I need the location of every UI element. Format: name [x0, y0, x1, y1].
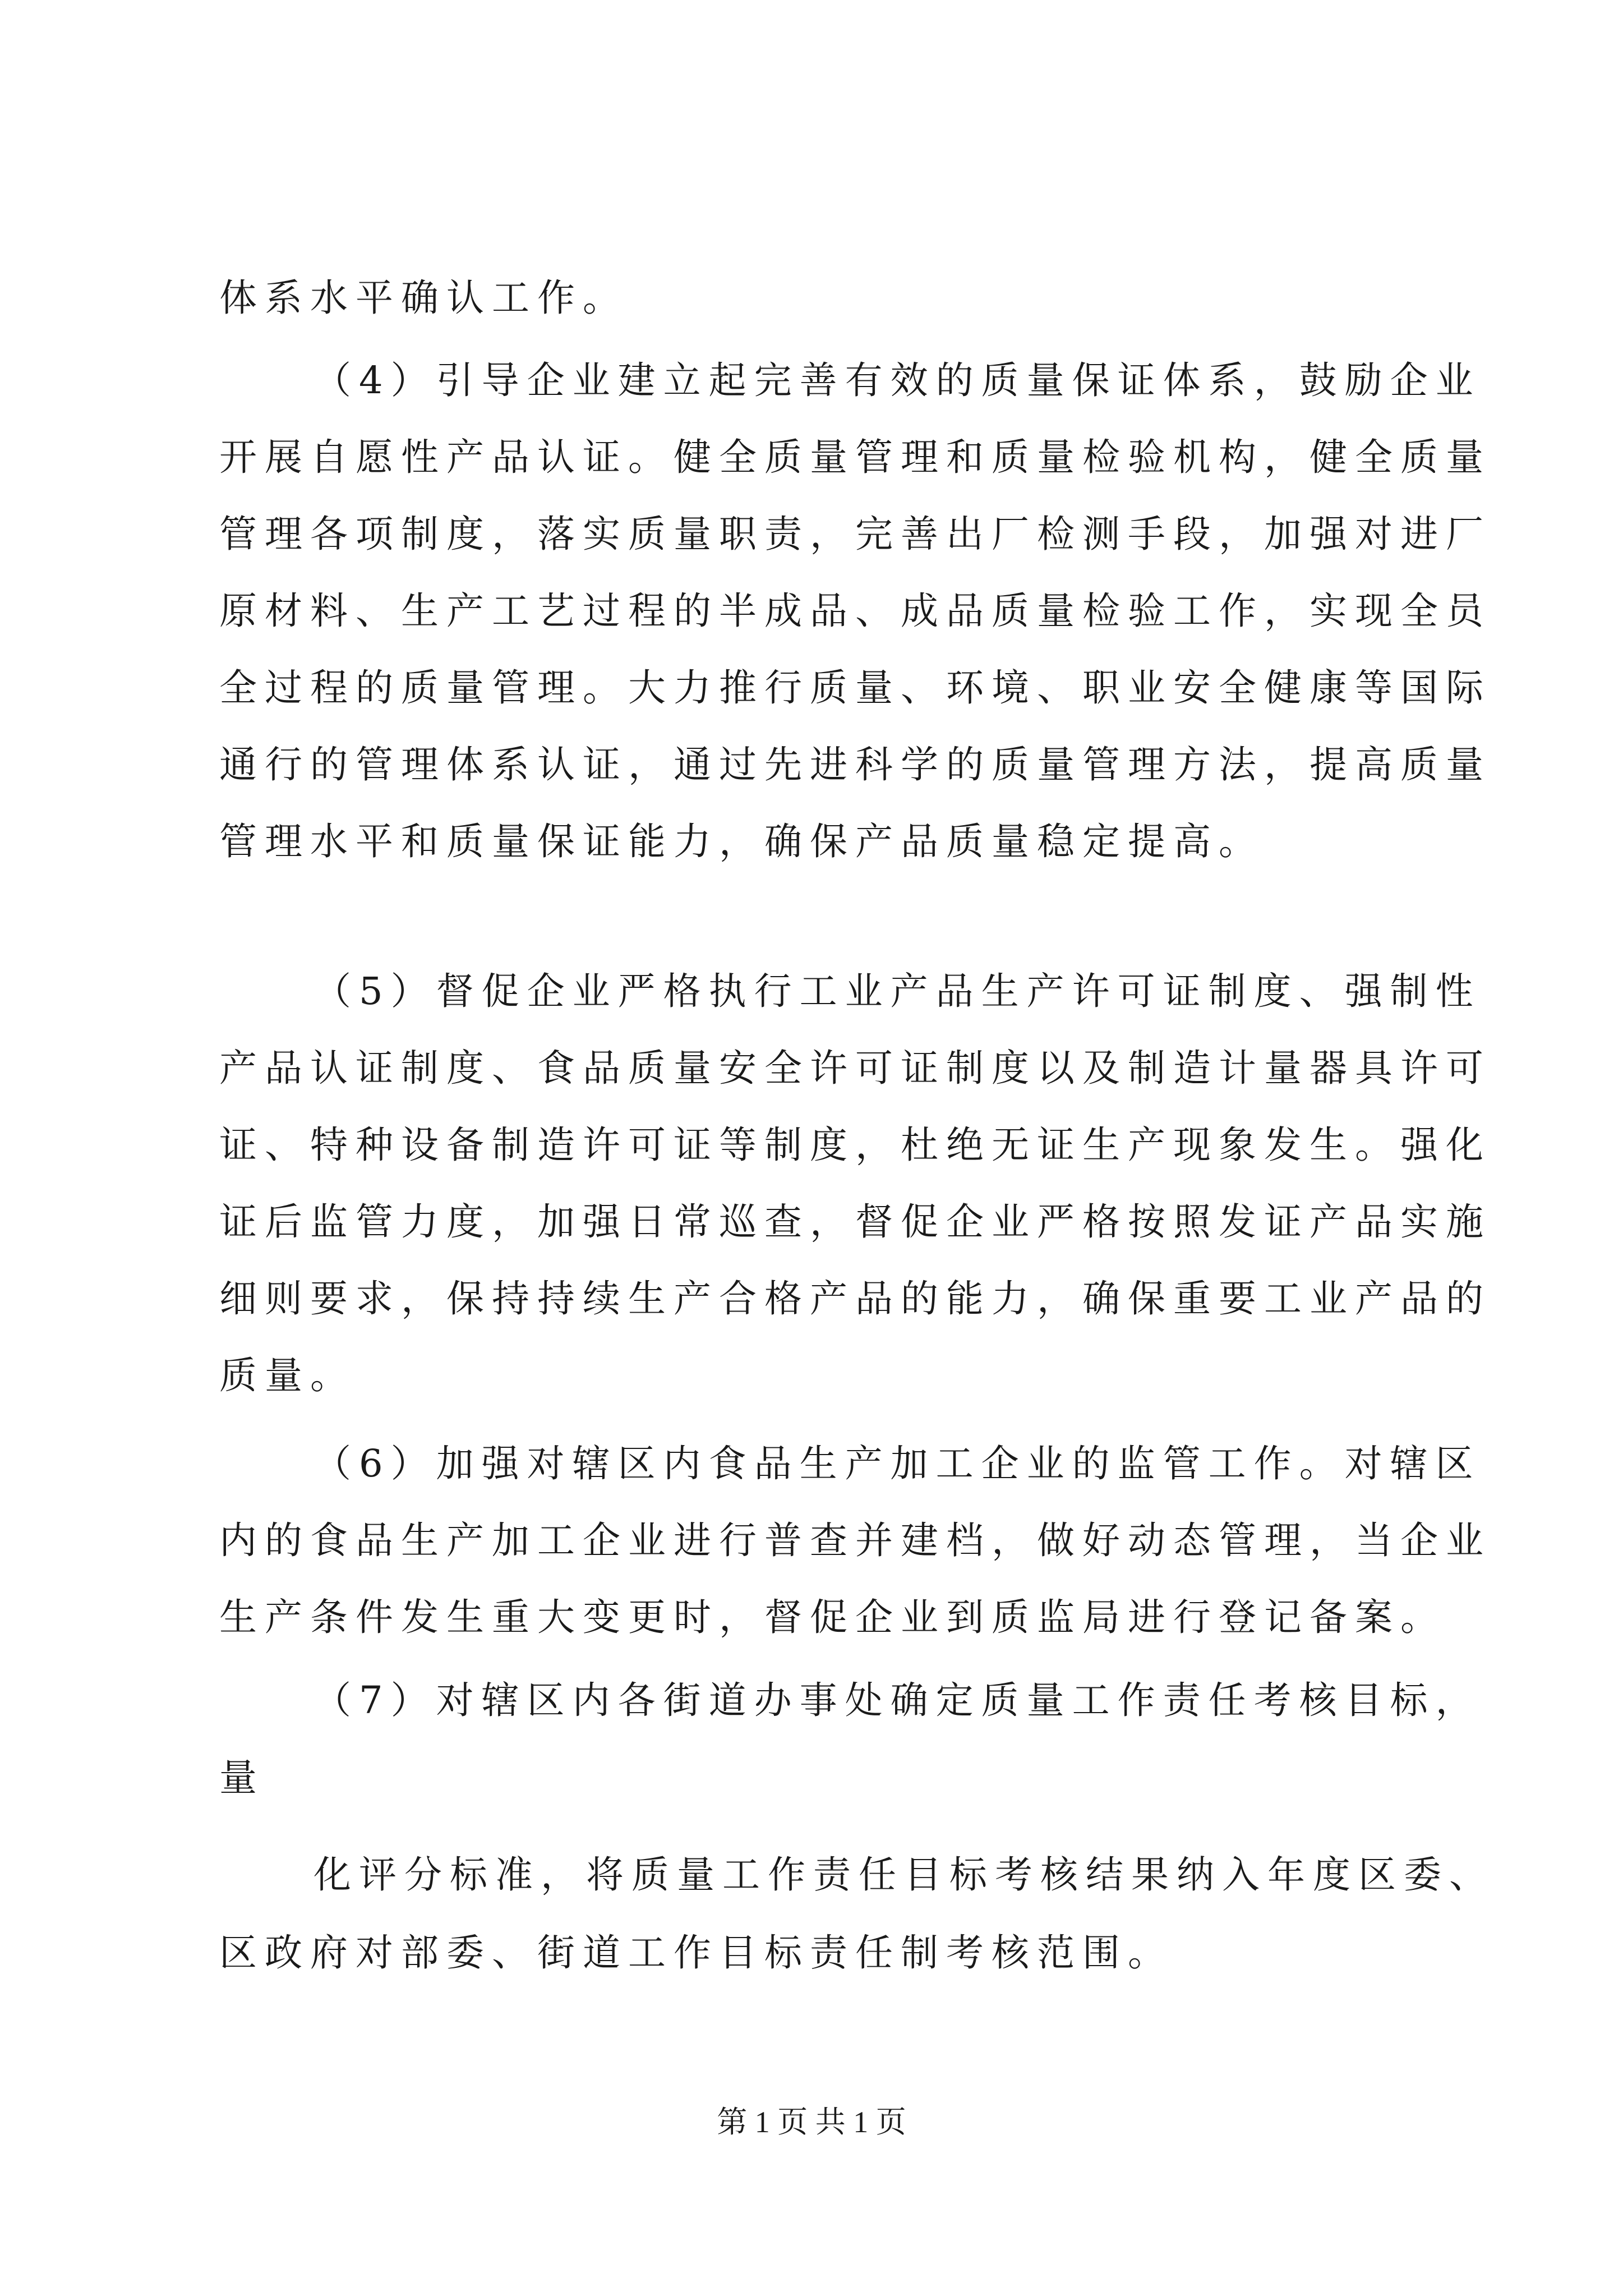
text-line: 质量。: [219, 1354, 356, 1397]
text-line: 量: [219, 1756, 265, 1800]
text-line: 证后监管力度，加强日常巡查，督促企业严格按照发证产品实施: [219, 1200, 1491, 1244]
text-line: 开展自愿性产品认证。健全质量管理和质量检验机构，健全质量: [219, 435, 1491, 479]
text-line: 生产条件发生重大变更时，督促企业到质监局进行登记备案。: [219, 1595, 1446, 1639]
text-line: （6）加强对辖区内食品生产加工企业的监管工作。对辖区: [313, 1442, 1481, 1485]
text-line: 内的食品生产加工企业进行普查并建档，做好动态管理，当企业: [219, 1519, 1491, 1562]
text-line: 区政府对部委、街道工作目标责任制考核范围。: [219, 1931, 1173, 1975]
text-line: 细则要求，保持持续生产合格产品的能力，确保重要工业产品的: [219, 1277, 1491, 1320]
text-line: 产品认证制度、食品质量安全许可证制度以及制造计量器具许可: [219, 1046, 1491, 1090]
text-line: （5）督促企业严格执行工业产品生产许可证制度、强制性: [313, 969, 1481, 1013]
text-line: （7）对辖区内各街道办事处确定质量工作责任考核目标，: [313, 1678, 1481, 1722]
text-line: 化评分标准，将质量工作责任目标考核结果纳入年度区委、: [313, 1853, 1495, 1897]
text-line: 通行的管理体系认证，通过先进科学的质量管理方法，提高质量: [219, 743, 1491, 786]
page-number-footer: 第 1 页 共 1 页: [717, 2105, 906, 2139]
text-line: 全过程的质量管理。大力推行质量、环境、职业安全健康等国际: [219, 666, 1491, 710]
text-line: 管理水平和质量保证能力，确保产品质量稳定提高。: [219, 820, 1264, 863]
text-line: 证、特种设备制造许可证等制度，杜绝无证生产现象发生。强化: [219, 1123, 1491, 1167]
text-line: 管理各项制度，落实质量职责，完善出厂检测手段，加强对进厂: [219, 512, 1491, 556]
text-line: 体系水平确认工作。: [219, 276, 628, 320]
text-line: （4）引导企业建立起完善有效的质量保证体系，鼓励企业: [313, 358, 1481, 402]
text-line: 原材料、生产工艺过程的半成品、成品质量检验工作，实现全员: [219, 589, 1491, 633]
